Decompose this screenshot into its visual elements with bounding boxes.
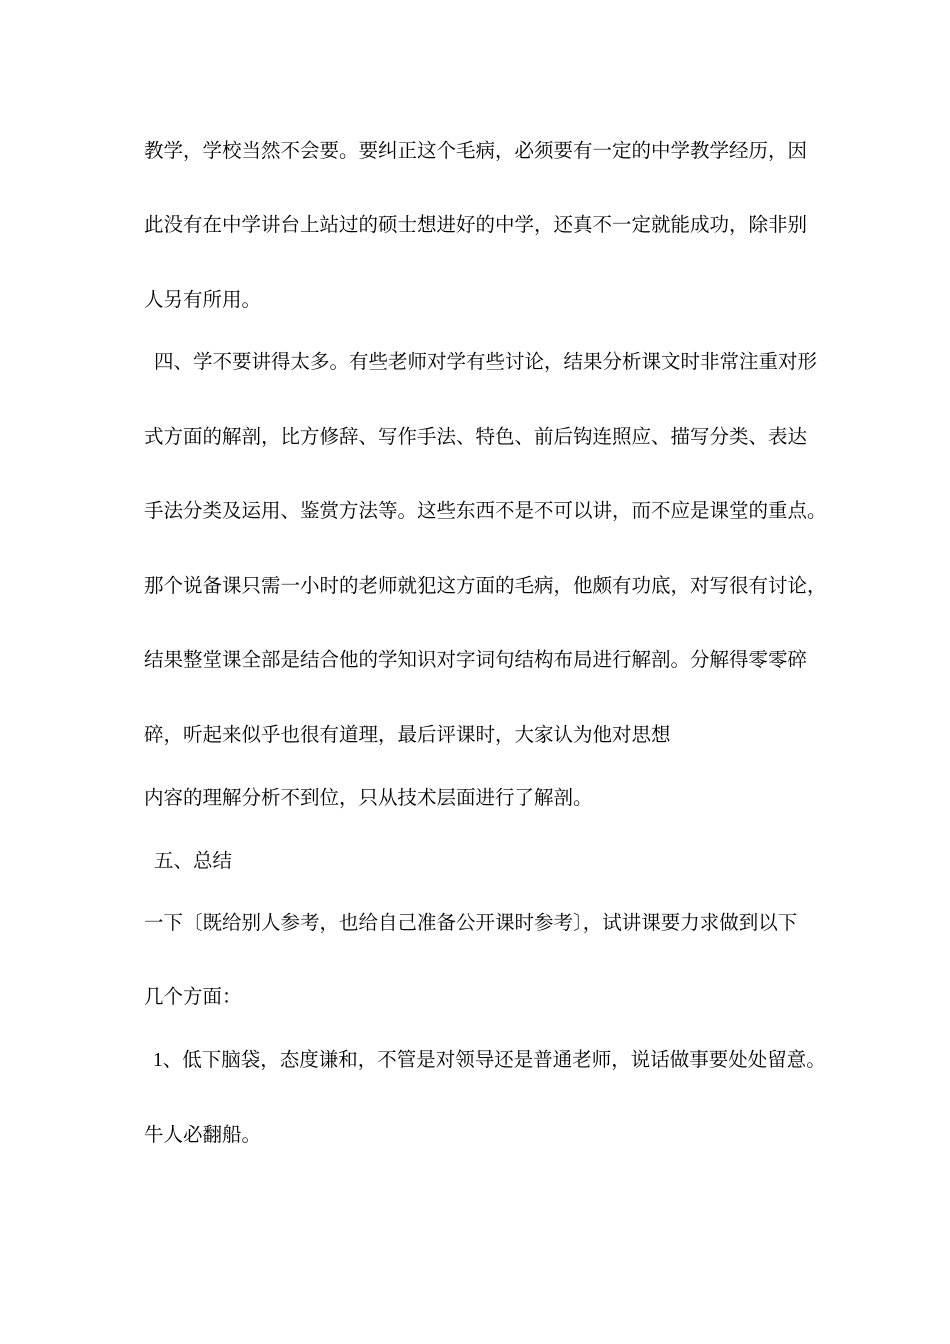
paragraph-line: 牛人必翻船。 — [144, 1123, 262, 1146]
paragraph-line: 一下〔既给别人参考，也给自己准备公开课时参考〕，试讲课要力求做到以下 — [144, 911, 798, 934]
list-item-text: 低下脑袋，态度谦和，不管是对领导还是普通老师，说话做事要处处留意。 — [182, 1048, 826, 1071]
paragraph-line: 那个说备课只需一小时的老师就犯这方面的毛病，他颇有功底，对写很有讨论， — [144, 574, 827, 597]
list-item — [153, 1048, 826, 1073]
paragraph-line: 人另有所用。 — [144, 288, 262, 311]
paragraph-line: 碎，听起来似乎也很有道理，最后评课时，大家认为他对思想 — [144, 723, 671, 746]
paragraph-line: 手法分类及运用、鉴赏方法等。这些东西不是不可以讲，而不应是课堂的重点。 — [144, 499, 827, 522]
paragraph-line: 几个方面： — [144, 985, 242, 1008]
paragraph-line: 教学，学校当然不会要。要纠正这个毛病，必须要有一定的中学教学经历，因 — [144, 139, 808, 162]
section-heading-line: 四、学不要讲得太多。有些老师对学有些讨论，结果分析课文时非常注重对形 — [154, 350, 818, 373]
list-number: 1、 — [153, 1050, 183, 1071]
paragraph-line: 此没有在中学讲台上站过的硕士想进好的中学，还真不一定就能成功，除非别 — [144, 213, 808, 236]
paragraph-line: 结果整堂课全部是结合他的学知识对字词句结构布局进行解剖。分解得零零碎 — [144, 648, 808, 671]
section-heading: 五、总结 — [154, 849, 233, 872]
paragraph-line: 内容的理解分析不到位，只从技术层面进行了解剖。 — [144, 786, 593, 809]
paragraph-line: 式方面的解剖，比方修辞、写作手法、特色、前后钩连照应、描写分类、表达 — [144, 425, 808, 448]
